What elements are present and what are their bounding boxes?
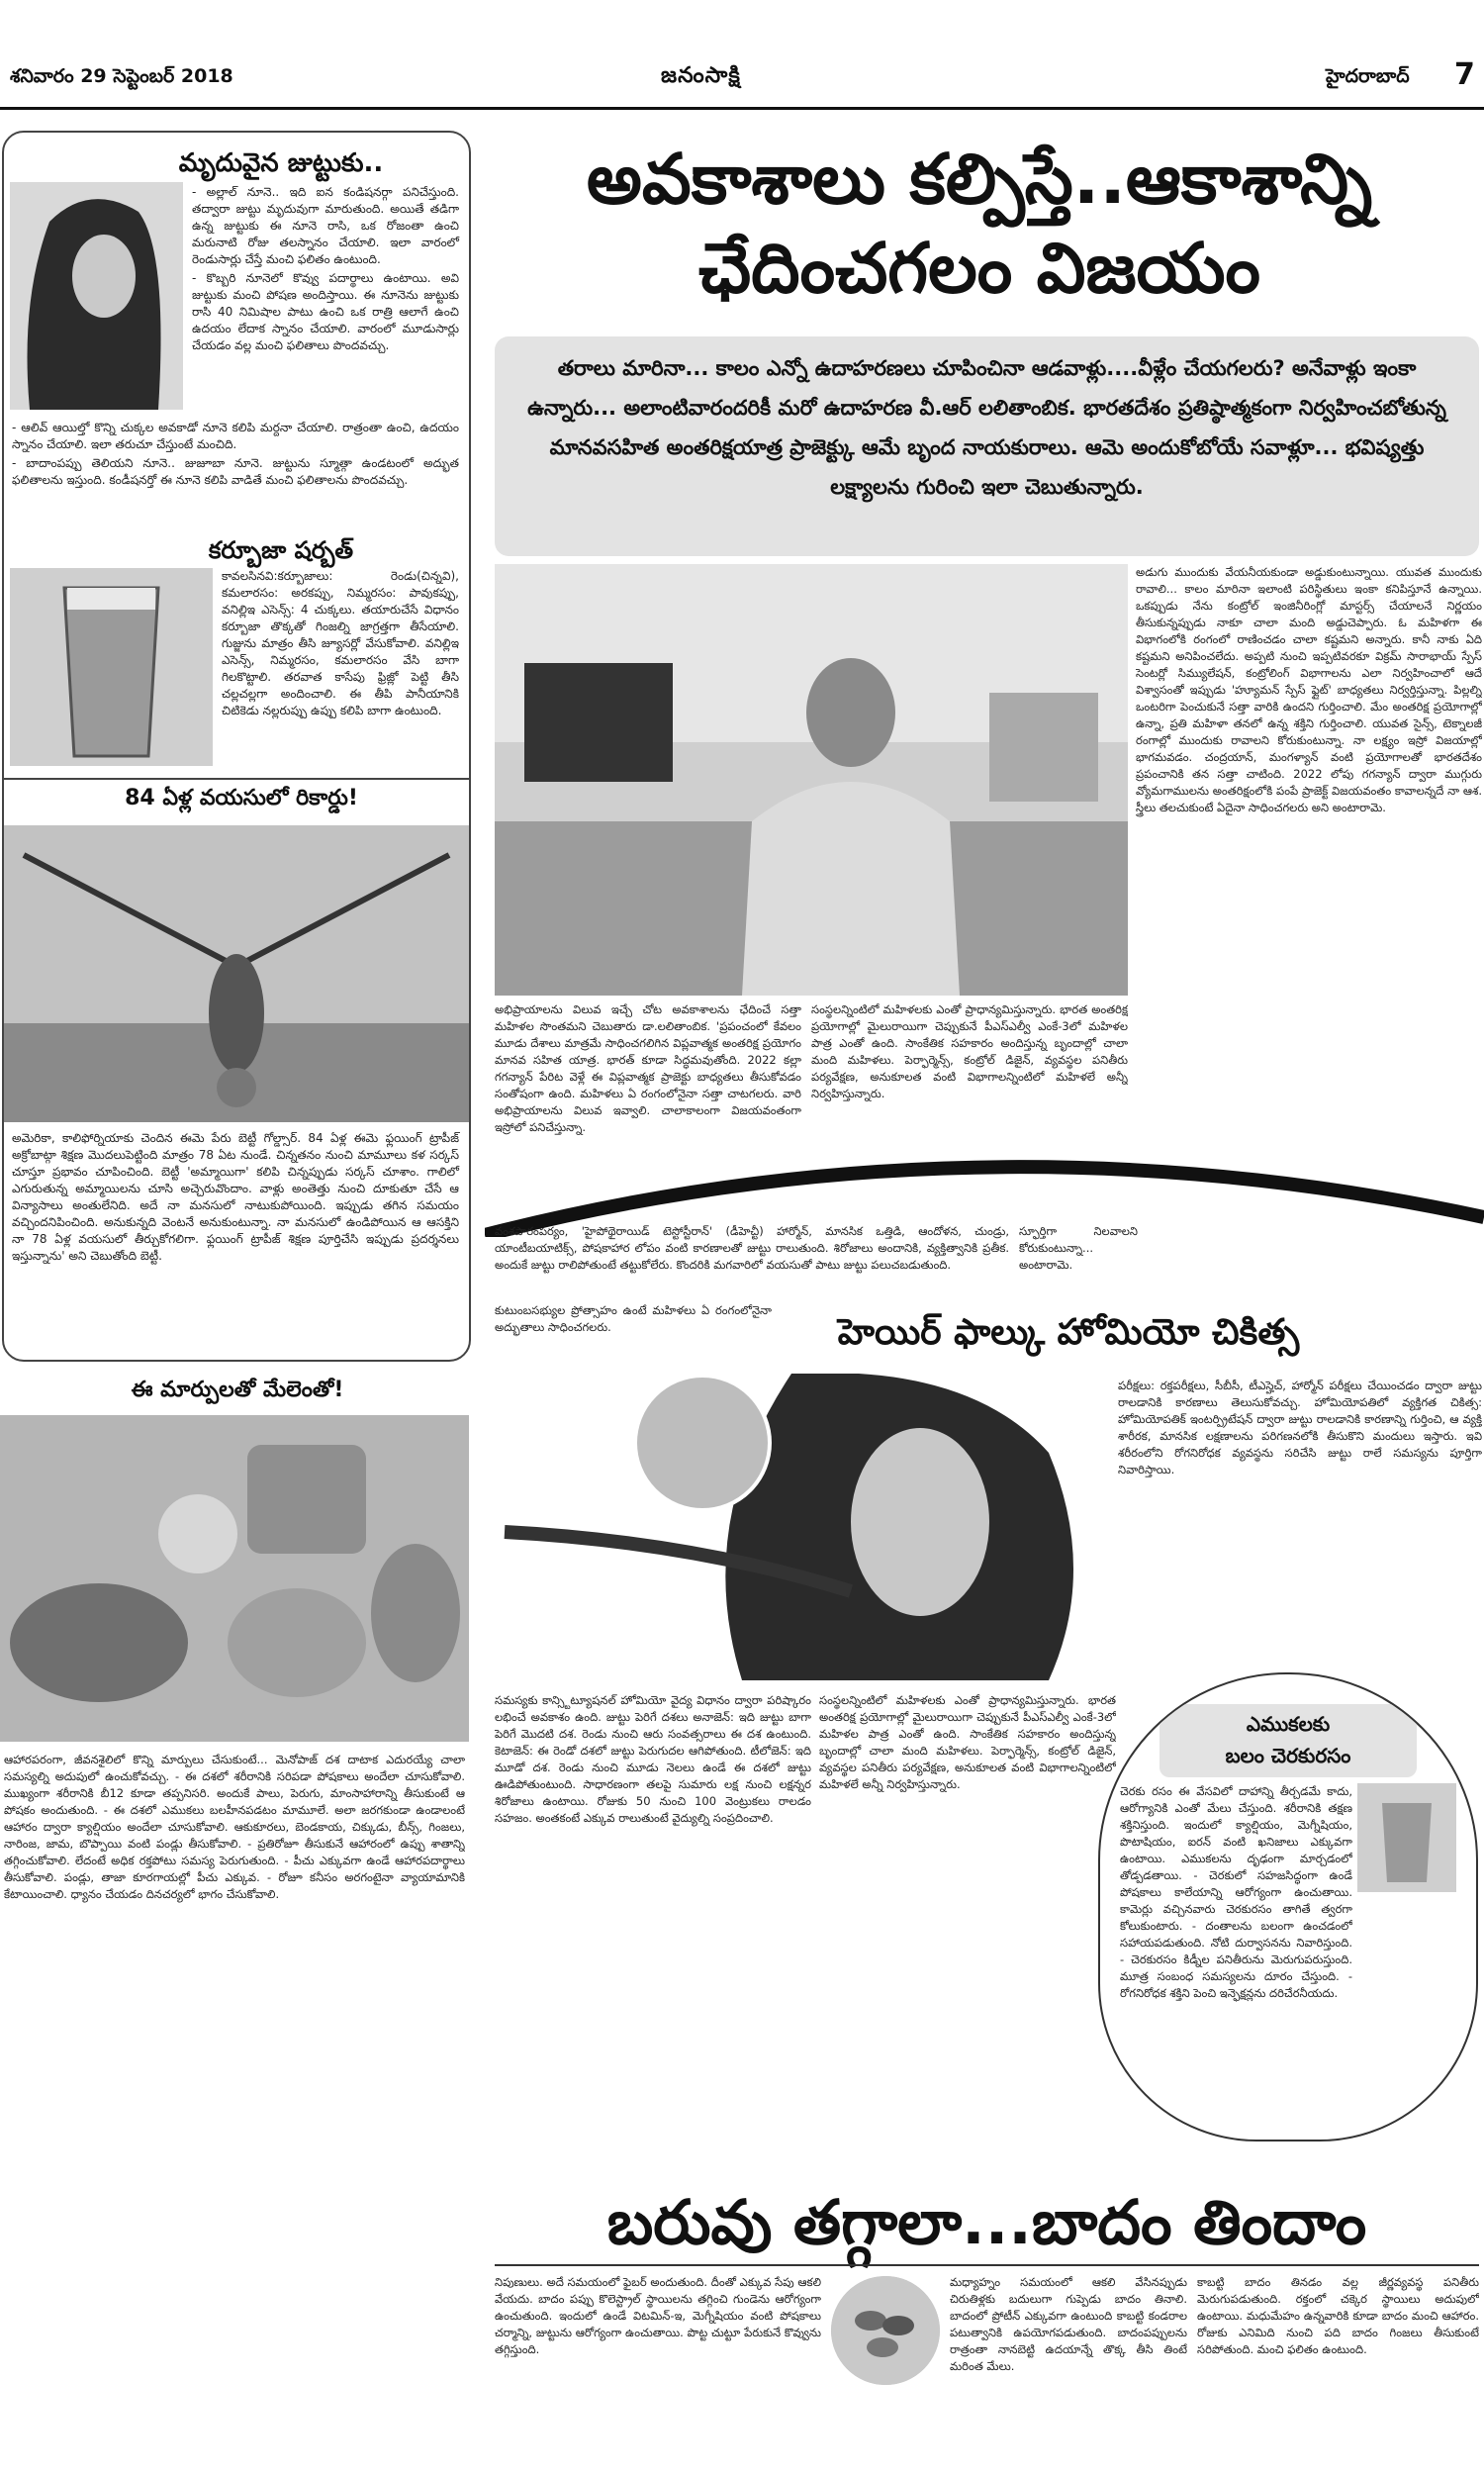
lalithambika-photo	[495, 564, 1128, 996]
hair-text-bottom	[12, 420, 459, 491]
sharbat-title: కర్బూజా షర్బత్	[208, 536, 354, 564]
almond-col-2: మధ్యాహ్నం సమయంలో ఆకలి వేసినప్పుడు చిరుతిళ్లకు బదులుగా గుప్పెడు బాదం తినాలి. బాదంలో ప్రోటీన్ ఎక్కువగా ఉంటుంది కాబట్టి కండరాల పటుత్వానికి ఉపయోగపడుతుంది. బాదంపప్పులను రాత్రంతా నానబెట్టి ఉదయాన్నే తొక్క తీసి తింటే మరింత మేలు.	[950, 2275, 1187, 2373]
food-photo	[0, 1415, 469, 1742]
bones-title-1: ఎముకలకు	[1246, 1712, 1331, 1736]
hair-tip-4: - బాదాంపప్పు తెలియని నూనె.. జుజూబా నూనె. జుట్టును స్మూత్గా ఉండటంలో అద్భుత ఫలితాలను ఇస్తుంది. కండీషనర్తో ఈ నూనె కలిపి వాడితే మంచి ఫలితాలను పొందవచ్చు.	[12, 456, 459, 487]
intro-text: తరాలు మారినా... కాలం ఎన్నో ఉదాహరణలు చూపించినా ఆడవాళ్లు....వీళ్లేం చేయగలరు? అనేవాళ్లు ఇంకా ఉన్నారు... అలాంటివారందరికీ మరో ఉదాహరణ వీ.ఆర్ లలితాంబిక. భారతదేశం ప్రతిష్ఠాత్మకంగా నిర్వహించబోతున్న మానవసహిత అంతరిక్షయాత్ర ప్రాజెక్ట్కు ఆమే బృంద నాయకురాలు. ఆమె అందుకోబోయే సవాళ్లూ... భవిష్యత్తు లక్ష్యాలను గురించి ఇలా చెబుతున్నారు.	[527, 356, 1446, 499]
article-lower-mid: సంస్థలన్నింటిలో మహిళలకు ఎంతో ప్రాధాన్యమిస్తున్నారు. భారత అంతరిక్ష ప్రయోగాల్లో మైలురాయిగా చెప్పుకునే పీఎస్ఎల్వీ ఎంకే-3లో మహిళల పాత్ర ఎంతో ఉంది. సాంకేతిక సహకారం అందిస్తున్న బృందాల్లో చాలా మంది మహిళలు. పెర్ఫార్మెన్స్, కంట్రోల్ డిజైన్, వ్యవస్థల పనితీరు పర్యవేక్షణ, అనుకూలత వంటి విభాగాలన్నింటిలో మహిళలే అన్నీ నిర్వహిస్తున్నారు.	[811, 1002, 1128, 1100]
edition-city: హైదరాబాద్	[1326, 65, 1410, 87]
intro-box	[495, 336, 1479, 556]
almond-photo	[831, 2276, 940, 2385]
divider	[4, 778, 469, 780]
homeo-stages-text: సమస్యకు కాన్స్టిట్యూషనల్ హోమియో వైద్య విధానం ద్వారా పరిష్కారం లభించే అవకాశం ఉంది. జుట్టు పెరిగే దశలు అనాజెన్: ఇది జుట్టు బాగా పెరిగే మొదటి దశ. రెండు నుంచి ఆరు సంవత్సరాలు ఈ దశ ఉంటుంది. కెటాజెన్: ఈ రెండో దశలో జుట్టు పెరుగుదల ఆగిపోతుంది. టీలోజెన్: ఇది మూడో దశ. రెండు నుంచి మూడు నెలలు ఉండే ఈ దశలో జుట్టు ఊడిపోతుంటుంది. సాధారణంగా తలపై సుమారు లక్ష నుంచి లక్షన్నర శిరోజాలు ఉంటాయి. రోజుకు 50 నుంచి 100 వెంట్రుకలు రాలడం సహజం. అంతకంటే ఎక్కువ రాలుతుంటే వైద్యుల్ని సంప్రదించాలి.	[495, 1693, 811, 1825]
bones-title-2: బలం చెరకురసం	[1225, 1744, 1351, 1767]
main-headline-line2: ఛేదించగలం విజయం	[697, 228, 1261, 309]
homeo-treatment-text: పరీక్షలు: రక్తపరీక్షలు, సీబీసీ, టీఎస్హెచ్, హార్మోన్ పరీక్షలు చేయించడం ద్వారా జుట్టు రాలడానికి కారణాలు తెలుసుకోవచ్చు. హోమియోపతిలో వ్యక్తిగత చికిత్స: హోమియోపతిక్ ఇంటర్ప్రిటేషన్ ద్వారా జుట్టు రాలడానికి కారణాన్ని గుర్తించి, ఆ వ్యక్తి శారీరక, మానసిక లక్షణాలను పరిగణనలోకి తీసుకొని మందులు ఇస్తారు. ఇవి శరీరంలోని రోగనిరోధక వ్యవస్థను సరిచేసి జుట్టు రాలే సమస్యను పూర్తిగా నివారిస్తాయి.	[1118, 1379, 1482, 1476]
masthead	[0, 0, 1484, 111]
record-text: అమెరికా, కాలిఫోర్నియాకు చెందిన ఈమె పేరు బెట్టీ గోల్డ్సార్. 84 ఏళ్ల ఈమె ఫ్లయింగ్ ట్రాపీజ్ అక్రోబాట్గా శిక్షణ మొదలుపెట్టింది మాత్రం 78 ఏట నుండే. చిన్నతనం నుంచి మామూలు కళ సర్కస్ చూస్తూ ప్రభావం చూపించింది. బెట్టీ 'అమ్మాయిగా' కలిపి చిన్నప్పుడు సర్కస్ చూశాం. గాలిలో ఎగురుతున్న అమ్మాయిలను చూసి అచ్చెరువొందాం. వాళ్లు అంతెత్తు నుంచి దూకుతూ చేసే ఆ విన్యాసాలు అంతులేనిది. అదే నా మనసులో నాటుకుపోయింది. ఇప్పుడు తగిన సమయం వచ్చిందనిపించింది. అనుకున్నది వెంటనే అనుకుంటున్నా. నా మనసులో ఉండిపోయిన ఆ ఆసక్తిని నా 78 ఏళ్ల వయసులో తీర్చుకోగలిగా. ఫ్లయింగ్ ట్రాపీజ్ శిక్షణ పూర్తిచేసి ఇప్పుడు ప్రదర్శనలు ఇస్తున్నాను' అని చెబుతోంది బెట్టీ.	[12, 1131, 459, 1263]
juice-glass-photo	[10, 568, 213, 766]
homeo-title: హెయిర్ ఫాల్కు హోమియో చికిత్స	[837, 1312, 1300, 1353]
hair-section-title: మృదువైన జుట్టుకు..	[178, 148, 384, 178]
acrobat-photo	[4, 825, 469, 1122]
sugarcane-juice-photo	[1357, 1783, 1456, 1892]
bones-title-box	[1159, 1704, 1417, 1777]
homeo-stages-text-2: సంస్థలన్నింటిలో మహిళలకు ఎంతో ప్రాధాన్యమిస్తున్నారు. భారత అంతరిక్ష ప్రయోగాల్లో మైలురాయిగా చెప్పుకునే పీఎస్ఎల్వీ ఎంకే-3లో మహిళల పాత్ర ఎంతో ఉంది. సాంకేతిక సహకారం అందిస్తున్న బృందాల్లో చాలా మంది మహిళలు. పెర్ఫార్మెన్స్, కంట్రోల్ డిజైన్, వ్యవస్థల పనితీరు పర్యవేక్షణ, అనుకూలత వంటి విభాగాలన్నింటిలో మహిళలే అన్నీ నిర్వహిస్తున్నారు.	[819, 1693, 1116, 1791]
bones-text: చెరకు రసం ఈ వేసవిలో దాహాన్ని తీర్చడమే కాదు, ఆరోగ్యానికి ఎంతో మేలు చేస్తుంది. శరీరానికి తక్షణ శక్తినిస్తుంది. ఇందులో క్యాల్షియం, మెగ్నీషియం, పొటాషియం, ఐరన్ వంటి ఖనిజాలు ఎక్కువగా ఉంటాయి. ఎముకలను దృఢంగా మార్చడంలో తోడ్పడతాయి. - చెరకులో సహజసిద్ధంగా ఉండే పోషకాలు కాలేయాన్ని ఆరోగ్యంగా ఉంచుతాయి. కామెర్లు వచ్చినవారు చెరకురసం తాగితే త్వరగా కోలుకుంటారు. - దంతాలను బలంగా ఉంచడంలో సహాయపడుతుంది. నోటి దుర్వాసనను నివారిస్తుంది. - చెరకురసం కిడ్నీల పనితీరును మెరుగుపరుస్తుంది. మూత్ర సంబంధ సమస్యలను దూరం చేస్తుంది. - రోగనిరోధక శక్తిని పెంచి ఇన్ఫెక్షన్లను దరిచేరనీయదు.	[1120, 1784, 1352, 2000]
article-right-column: అడుగు ముందుకు వేయనీయకుండా అడ్డుకుంటున్నాయి. యువత ముందుకు రావాలి... కాలం మారినా ఇలాంటి పరిస్థితులు ఇంకా కనిపిస్తూనే ఉన్నాయి. ఒకప్పుడు నేను కంట్రోల్ ఇంజినీరింగ్లో మాస్టర్స్ చేయాలనే నిర్ణయం తీసుకున్నప్పుడు నాకూ చాలా మంది అడ్డుచెప్పారు. ఓ మహిళగా ఈ విభాగంలోకి రంగంలో రాణించడం చాలా కష్టమని అన్నారు. కానీ నాకు ఏది కష్టమని అనిపించలేదు. అప్పటి నుంచి ఇప్పటివరకూ విక్రమ్ సారాభాయ్ స్పేస్ సెంటర్లో సిమ్యులేషన్, కంట్రోలింగ్ విభాగాలను ఎలా నిర్వహించాలో ఆదే విశ్వాసంతో ఇప్పుడు 'హ్యూమన్ స్పేస్ ఫ్లైట్' బాధ్యతలు నిర్వర్తిస్తున్నా. పిల్లల్ని ఒంటరిగా పెంచుకునే సత్తా వారికి ఉందని గుర్తించాలి. మేం అంతరిక్ష ప్రయోగాల్లో ఉన్నా, ప్రతి మహిళా తనలో ఉన్న శక్తిని గుర్తించాలి. యువత సైన్స్, టెక్నాలజీ రంగాల్లో ముందుకు రావాలని కోరుకుంటున్నా. నా లక్ష్యం ఇస్రో విజయాల్లో భాగమవడం. చంద్రయాన్, మంగళ్యాన్ వంటి ప్రయోగాలతో భారతదేశం ప్రపంచానికి తన సత్తా చాటింది. 2022 లోపు గగన్యాన్ ద్వారా ముగ్గురు వ్యోమగాములను అంతరిక్షంలోకి పంపే ప్రాజెక్ట్ విజయవంతం కావాలన్నదే నా ఆశ. స్త్రీలు తలచుకుంటే ఏదైనా సాధించగలరు అని అంటారామె.	[1136, 565, 1482, 814]
hair-tip-2: - కొబ్బరి నూనెలో కొవ్వు పదార్థాలు ఉంటాయి. అవి జుట్టుకు మంచి పోషణ అందిస్తాయి. ఈ నూనెను జుట్టుకు రాసి 40 నిమిషాల పాటు ఉంచి ఒక రాత్రి ఆలాగే ఉంచి ఉదయం లేదాక స్నానం చేయాలి. వారంలో మూడుసార్లు చేయడం వల్ల మంచి ఫలితాలు పొందవచ్చు.	[192, 271, 459, 352]
almond-col-3: కాబట్టి బాదం తినడం వల్ల జీర్ణవ్యవస్థ పనితీరు మెరుగుపడుతుంది. రక్తంలో చక్కెర స్థాయిలు అదుపులో ఉంటాయి. మధుమేహం ఉన్నవారికి కూడా బాదం మంచి ఆహారం. రోజుకు ఎనిమిది నుంచి పది బాదం గింజలు తీసుకుంటే సరిపోతుంది. మంచి ఫలితం ఉంటుంది.	[1197, 2275, 1479, 2356]
page-number: 7	[1454, 57, 1475, 92]
diet-text: ఆహారపరంగా, జీవనశైలిలో కొన్ని మార్పులు చేసుకుంటే... మెనోపాజ్ దశ దాటాక ఎదురయ్యే చాలా సమస్యల్ని అదుపులో ఉంచుకోవచ్చు. - ఈ దశలో శరీరానికి సరిపడా పోషకాలు అందేలా చూసుకోవాలి. ముఖ్యంగా శరీరానికి బీ12 కూడా తప్పనిసరి. అందుకే పాలు, పెరుగు, మాంసాహారాన్ని తీసుకుంటే ఆ పోషకం అందుతుంది. - ఈ దశలో ఎముకలు బలహీనపడటం మామూలే. అలా జరగకుండా ఉండాలంటే ఆహారం ద్వారా క్యాల్షియం అందేలా చూసుకోవాలి. ఆకుకూరలు, బెండకాయ, చిక్కుడు, బీన్స్, గింజలు, నారింజ, జామ, బొప్పాయి వంటి పండ్లు తీసుకోవాలి. - ప్రతిరోజూ తీసుకునే ఆహారంలో ఉప్పు శాతాన్ని తగ్గించుకోవాలి. లేదంటే అధిక రక్తపోటు సమస్య పెరుగుతుంది. - పీచు ఎక్కువగా ఉండే ఆహారపదార్థాలు తీసుకోవాలి. పండ్లు, తాజా కూరగాయల్లో పీచు ఎక్కువ. - రోజూ కనీసం అరగంటైనా వ్యాయామానికి కేటాయించాలి. ధ్యానం చేయడం దినచర్యలో భాగం చేసుకోవాలి.	[4, 1753, 465, 1901]
hair-text-top	[192, 184, 459, 356]
header-rule	[0, 107, 1484, 110]
bones-section	[1098, 1672, 1478, 2142]
main-headline-line1: అవకాశాలు కల్పిస్తే..ఆకాశాన్ని	[586, 139, 1373, 220]
almond-headline: బరువు తగ్గాలా...బాదం తిందాం	[606, 2186, 1367, 2258]
almond-col-1: నిపుణులు. అదే సమయంలో ఫైబర్ అందుతుంది. దీంతో ఎక్కువ సేపు ఆకలి వేయదు. బాదం పప్పు కొలెస్ట్రాల్ స్థాయిలను తగ్గించి గుండెను ఆరోగ్యంగా ఉంచుతుంది. ఇందులో ఉండే విటమిన్-ఇ, మెగ్నీషియం వంటి పోషకాలు చర్మాన్ని, జుట్టును ఆరోగ్యంగా ఉంచుతాయి. పొట్ట చుట్టూ పేరుకునే కొవ్వును తగ్గిస్తుంది.	[495, 2275, 821, 2356]
diet-title: ఈ మార్పులతో మేలెంతో!	[131, 1378, 344, 1402]
woman-hair-photo	[10, 182, 183, 410]
record-title: 84 ఏళ్ల వయసులో రికార్డు!	[125, 786, 358, 810]
left-sidebar-card	[2, 131, 471, 1362]
almond-rule	[495, 2264, 1479, 2266]
hairfall-woman-photo	[495, 1374, 1108, 1680]
hair-tip-3: - ఆలివ్ ఆయిల్తో కొన్ని చుక్కల అవకాడో నూనె కలిపి మర్దనా చేయాలి. రాత్రంతా ఉంచి, ఉదయం స్నానం చేయాలి. ఇలా తరుచూ చేస్తుంటే మంచిది.	[12, 421, 459, 451]
homeo-intro-text: వంశపారంపర్యం, 'హైపోథైరాయిడ్ టెస్టోస్టీరాన్' (డీహెచ్టీ) హార్మోన్, మానసిక ఒత్తిడి, ఆందోళన, చుండ్రు, యాంటీబయాటిక్స్, పోషకాహార లోపం వంటి కారణాలతో జుట్టు రాలుతుంది. శిరోజాలు అందానికి, వ్యక్తిత్వానికి ప్రతీక. అందుకే జుట్టు రాలిపోతుంటే తట్టుకోలేరు. కొందరికి మగవారిలో వయసుతో పాటు జుట్టు పలుచబడుతుంది.	[495, 1224, 1009, 1272]
issue-date: శనివారం 29 సెప్టెంబర్ 2018	[10, 65, 233, 87]
newspaper-logo: జనంసాక్షి	[661, 63, 741, 88]
caption-right: స్ఫూర్తిగా నిలవాలని కోరుకుంటున్నా... అంటారామె.	[1019, 1224, 1138, 1272]
hair-tip-1: - అల్లాల్ నూనె.. ఇది ఐన కండిషనర్గా పనిచేస్తుంది. తద్వారా జుట్టు మృదువుగా మారుతుంది. అయితే తడిగా ఉన్న జుట్టుకు ఈ నూనె రాసి, ఒక రోజంతా ఉంచి మరునాటి రోజు తలస్నానం చేయాలి. ఇలా వారంలో రెండుసార్లు చేస్తే మంచి ఫలితం ఉంటుంది.	[192, 185, 459, 266]
article-lower-left: అభిప్రాయాలను విలువ ఇచ్చే చోట అవకాశాలను ఛేదించే సత్తా మహిళల సొంతమని చెబుతారు డా.లలితాంబిక. 'ప్రపంచంలో కేవలం మూడు దేశాలు మాత్రమే సాధించగలిగిన విప్లవాత్మక అంతరిక్ష ప్రయోగం మానవ సహిత యాత్ర. భారత్ కూడా సిద్ధమవుతోంది. 2022 కల్లా గగన్యాన్ పేరిట వెళ్లే ఈ విప్లవాత్మక ప్రాజెక్టు బాధ్యతలు తీసుకోవడం సంతోషంగా ఉంది. మహిళలు ఏ రంగంలోనైనా సత్తా చాటగలరు. వారి అభిప్రాయాలను విలువ ఇవ్వాలి. చాలాకాలంగా విజయవంతంగా ఇస్రోలో పనిచేస్తున్నా.	[495, 1002, 801, 1134]
sharbat-recipe: కావలసినవి:కర్బూజాలు: రెండు(చిన్నవి), కమలారసం: అరకప్పు, నిమ్మరసం: పావుకప్పు, వనిల్లిఇ ఎసెన్స్: 4 చుక్కలు. తయారుచేసే విధానం కర్బూజా తొక్కతో గింజల్ని జాగ్రత్తగా తీసేయాలి. గుజ్జును మాత్రం తీసి జ్యూసర్లో వేసుకోవాలి. వనిల్లిఇ ఎసెన్స్, నిమ్మరసం, కమలారసం వేసి బాగా గిలకొట్టాలి. తరవాత కాసేపు ఫ్రిజ్లో పెట్టి తీసి చల్లచల్లగా అందించాలి. ఈ తీపి పానీయానికి చిటికెడు నల్లరుప్పు ఉప్పు కలిపి బాగా ఉంటుంది.	[222, 569, 459, 717]
caption-left: కుటుంబసభ్యుల ప్రోత్సాహం ఉంటే మహిళలు ఏ రంగంలోనైనా అద్భుతాలు సాధించగలరు.	[495, 1303, 772, 1334]
